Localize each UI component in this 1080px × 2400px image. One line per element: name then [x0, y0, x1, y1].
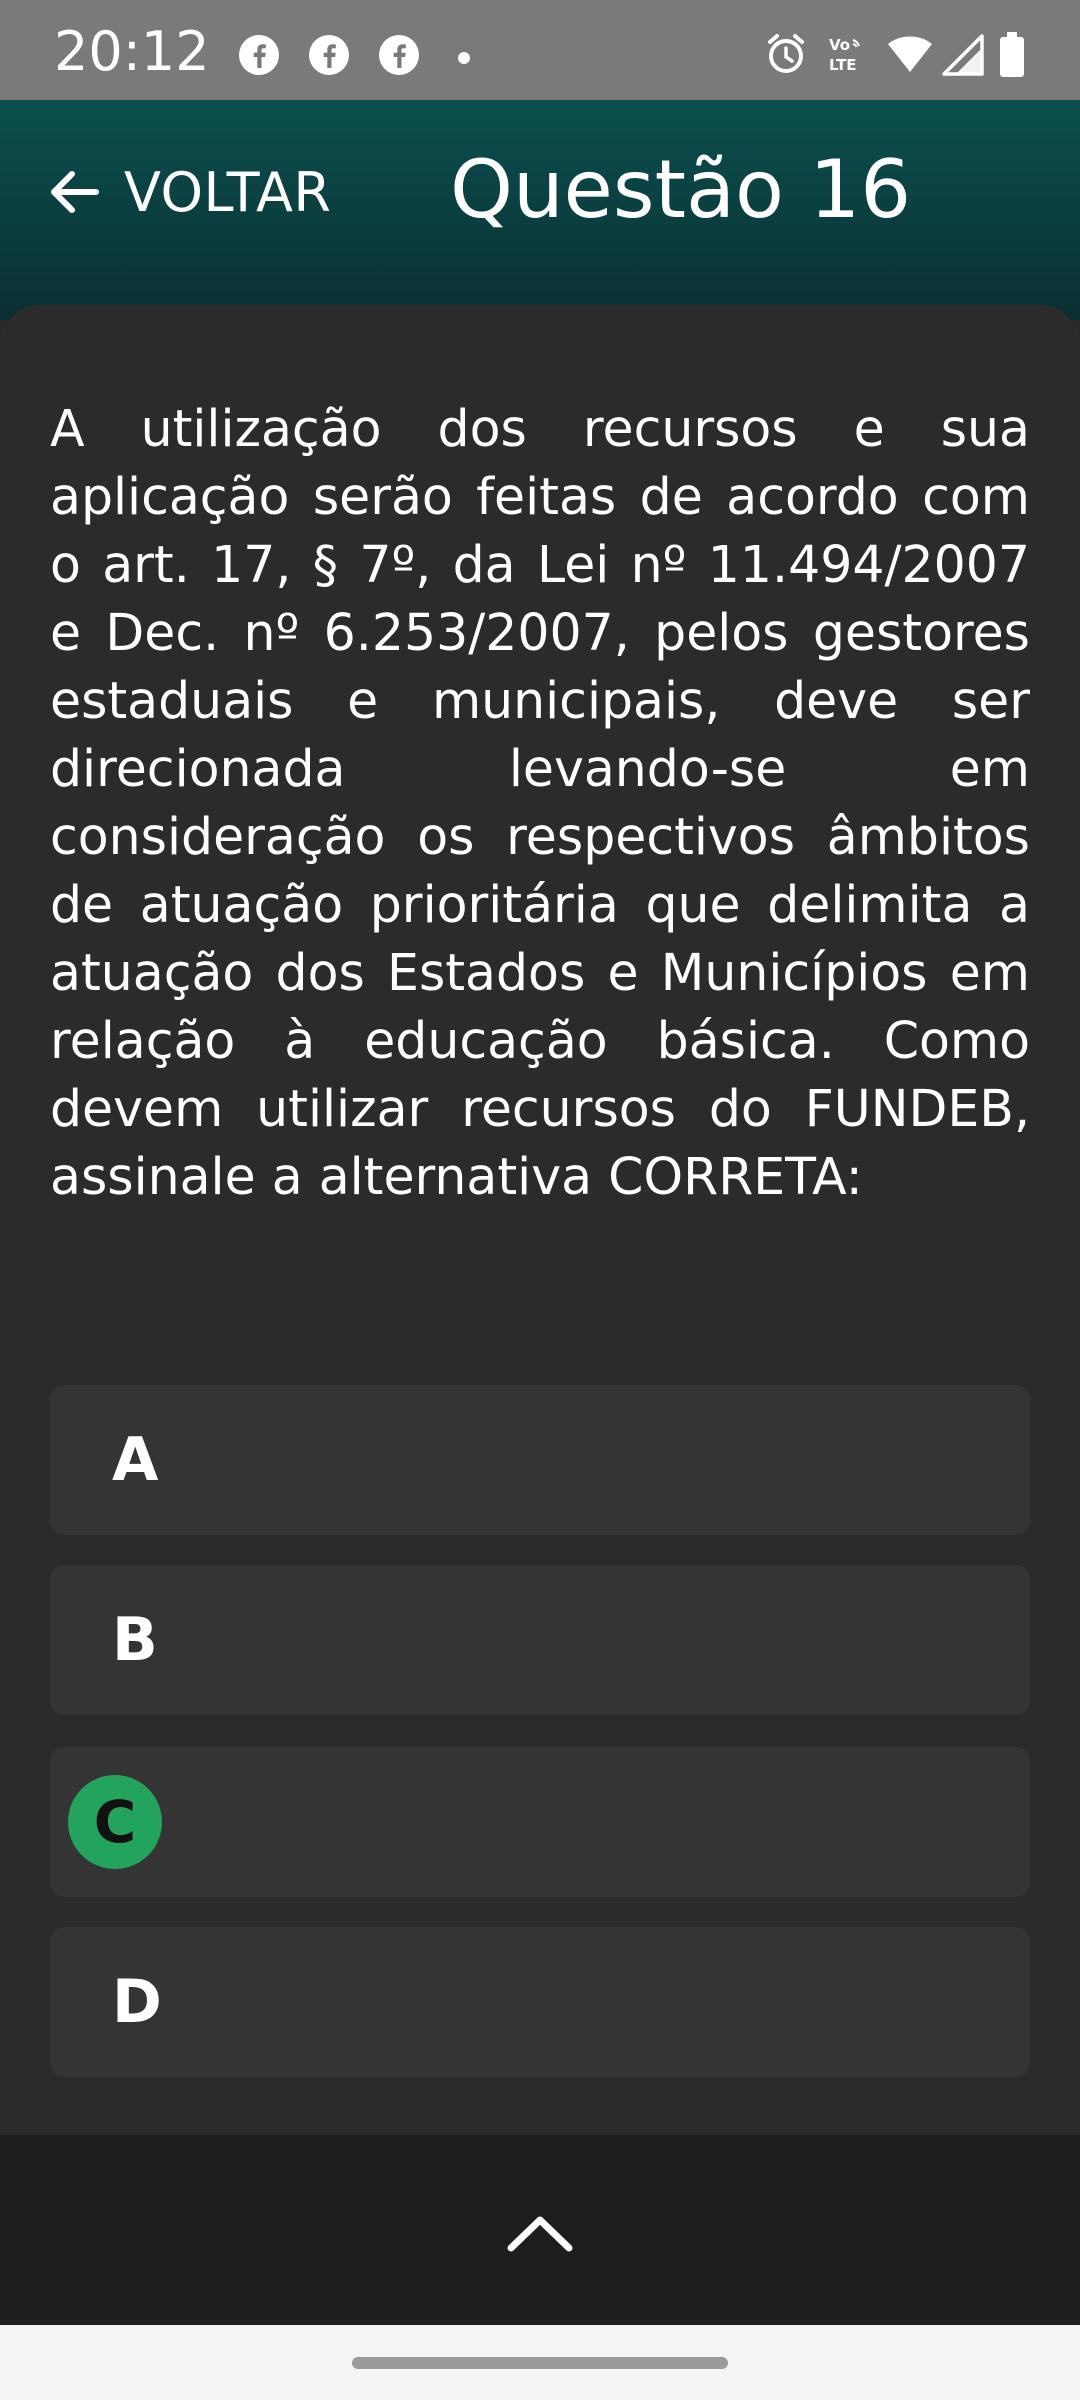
back-label: VOLTAR	[124, 160, 332, 224]
alarm-icon	[764, 32, 808, 80]
facebook-icon	[238, 34, 280, 80]
back-button[interactable]	[44, 152, 331, 232]
question-text: A utilização dos recursos e sua aplicação serão feitas de acordo com o art. 17, § 7º, da Lei nº 11.494/2007 e Dec. nº 6.253/2007, pelos gestores estaduais e municipais, deve ser direcionada levando-se em consideração os respectivos âmbitos de atuação prioritária que delimita a atuação dos Estados e Municípios em relação à educação básica. Como devem utilizar recursos do FUNDEB, assinale a alternativa CORRETA:	[50, 399, 1030, 1206]
dot-icon	[458, 49, 470, 68]
signal-icon	[942, 34, 984, 80]
option-letter: D	[112, 1967, 162, 2037]
question-card	[0, 305, 1080, 2135]
volte-icon	[828, 34, 868, 78]
home-gesture-handle[interactable]	[352, 2357, 728, 2369]
facebook-icon	[308, 34, 350, 80]
bottom-bar	[0, 2135, 1080, 2325]
page-title: Questão 16	[450, 143, 912, 236]
option-a[interactable]	[50, 1385, 1030, 1535]
option-c[interactable]	[50, 1747, 1030, 1897]
battery-icon	[998, 32, 1026, 82]
svg-text:LTE: LTE	[829, 56, 857, 74]
option-b[interactable]	[50, 1565, 1030, 1715]
expand-panel-button[interactable]	[490, 2205, 590, 2265]
arrow-left-icon	[44, 162, 104, 222]
option-letter: B	[112, 1605, 158, 1675]
facebook-icon	[378, 34, 420, 80]
app-header	[0, 100, 1080, 320]
svg-text:Vo: Vo	[829, 36, 851, 54]
chevron-up-icon	[505, 2212, 575, 2258]
wifi-icon	[886, 34, 934, 78]
status-bar	[0, 0, 1080, 100]
correct-answer-badge: C	[68, 1775, 162, 1869]
system-navigation-bar	[0, 2325, 1080, 2400]
option-letter: A	[112, 1425, 159, 1495]
status-time: 20:12	[54, 20, 210, 83]
option-d[interactable]	[50, 1927, 1030, 2077]
